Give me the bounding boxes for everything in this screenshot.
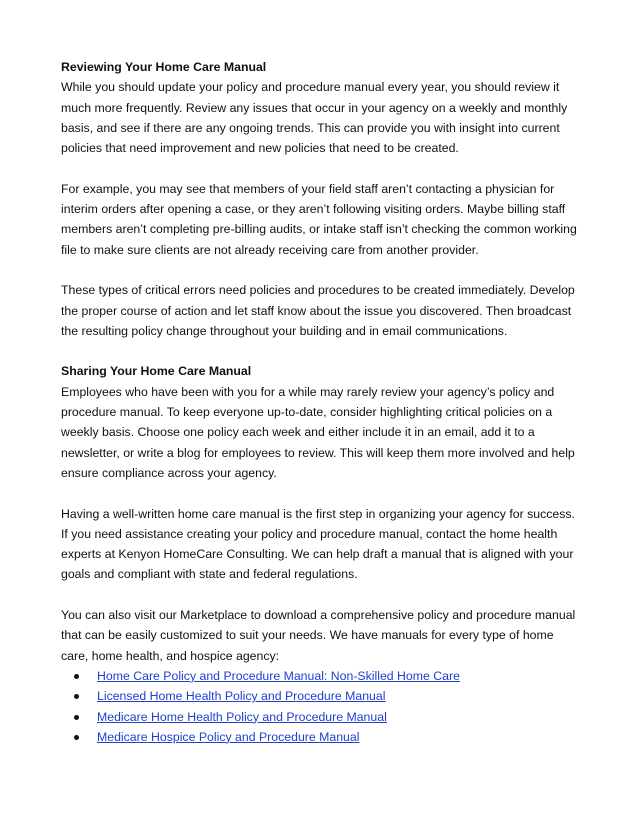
link-licensed-home-health-manual[interactable]: Licensed Home Health Policy and Procedure Manual <box>97 689 386 704</box>
section-heading-reviewing: Reviewing Your Home Care Manual <box>61 60 267 74</box>
list-item <box>61 727 581 747</box>
paragraph-spacer <box>61 585 581 605</box>
bullet-icon <box>74 674 79 679</box>
paragraph-critical-errors: These types of critical errors need policies and procedures to be created immediately. Develop the proper course of action and let staff know about the issue you discovered. Then broadcast the resulting policy change throughout your building and in email communications. <box>61 283 575 338</box>
list-item <box>61 666 581 686</box>
link-medicare-hospice-manual[interactable]: Medicare Hospice Policy and Procedure Manual <box>97 729 360 744</box>
paragraph-marketplace: You can also visit our Marketplace to download a comprehensive policy and procedure manual that can be easily customized to suit your needs. We have manuals for every type of home care, home health, and hospice agency: <box>61 608 576 663</box>
bullet-icon <box>74 735 79 740</box>
link-non-skilled-home-care-manual[interactable]: Home Care Policy and Procedure Manual: Non-Skilled Home Care <box>97 668 460 683</box>
link-medicare-home-health-manual[interactable]: Medicare Home Health Policy and Procedure Manual <box>97 709 387 724</box>
list-item <box>61 686 581 706</box>
paragraph-examples: For example, you may see that members of your field staff aren’t contacting a physician for interim orders after opening a case, or they aren’t following visiting orders. Maybe billing staff members aren’t completing pre-billing audits, or intake staff isn’t checking the common working file to make sure clients are not already receiving care from another provider. <box>61 181 577 257</box>
list-item <box>61 707 581 727</box>
paragraph-spacer <box>61 483 581 503</box>
paragraph-spacer <box>61 341 581 361</box>
paragraph-spacer <box>61 260 581 280</box>
document-page <box>61 57 581 747</box>
manual-links-list <box>61 666 581 747</box>
section-heading-sharing: Sharing Your Home Care Manual <box>61 364 252 379</box>
bullet-icon <box>74 715 79 720</box>
paragraph-well-written: Having a well-written home care manual is the first step in organizing your agency for success. If you need assistance creating your policy and procedure manual, contact the home health experts at Kenyon HomeCare Consulting. We can help draft a manual that is aligned with your goals and compliant with state and federal regulations. <box>61 506 575 582</box>
paragraph-review-frequency: While you should update your policy and procedure manual every year, you should review it much more frequently. Review any issues that occur in your agency on a weekly and monthly basis, and see if there are any ongoing trends. This can provide you with insight into current policies that need improvement and new policies that need to be created. <box>61 80 568 156</box>
paragraph-employees: Employees who have been with you for a while may rarely review your agency’s policy and procedure manual. To keep everyone up-to-date, consider highlighting critical policies on a weekly basis. Choose one policy each week and either include it in an email, add it to a newsletter, or write a blog for employees to review. This will keep them more involved and help ensure compliance across your agency. <box>61 384 575 480</box>
paragraph-spacer <box>61 158 581 178</box>
bullet-icon <box>74 694 79 699</box>
